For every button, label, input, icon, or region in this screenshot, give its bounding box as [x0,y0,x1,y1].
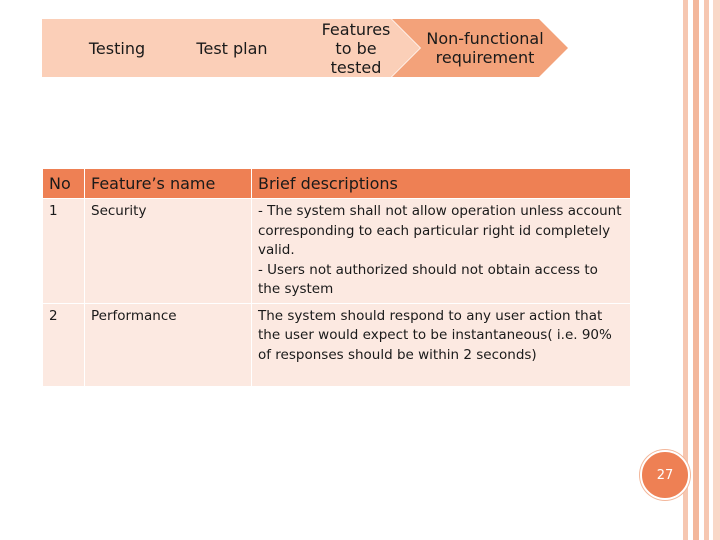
table-row [43,199,631,304]
cell-feature-name: Performance [85,303,252,386]
cell-no: 1 [43,199,85,304]
cell-feature-name: Security [85,199,252,304]
column-header-no: No [43,169,85,199]
page-number-badge: 27 [640,450,690,500]
cell-description: - The system shall not allow operation unless account corresponding to each particular right id completely valid. - Users not authorized should not obtain access to the system [252,199,631,304]
column-header-description: Brief descriptions [252,169,631,199]
decorative-border-stripe [713,0,720,540]
table-header-row [43,169,631,199]
chevron-label: Non-functional requirement [426,29,544,67]
chevron-label: Test plan [196,38,268,58]
decorative-border-stripe [704,0,709,540]
chevron-label: Testing [88,38,146,58]
table-row [43,303,631,386]
decorative-border-stripe [693,0,699,540]
cell-no: 2 [43,303,85,386]
chevron-label: Features to be tested [321,19,391,77]
column-header-feature-name: Feature’s name [85,169,252,199]
cell-description: The system should respond to any user action that the user would expect to be instantaneous( i.e. 90% of responses should be within 2 seconds) [252,303,631,386]
features-table [42,168,631,387]
